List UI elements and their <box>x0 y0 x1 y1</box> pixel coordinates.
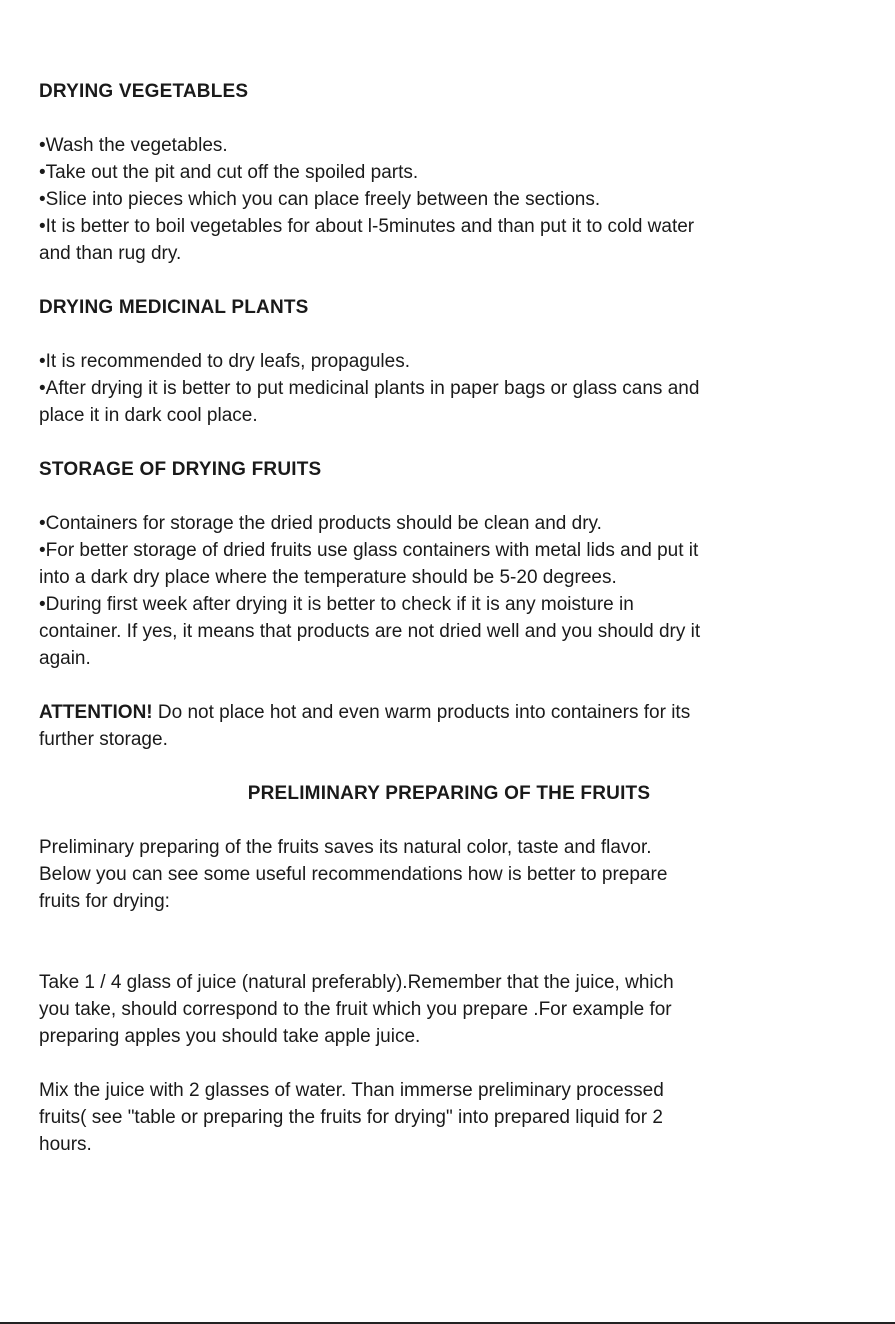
text-line: •Slice into pieces which you can place freely between the sections. <box>39 189 601 210</box>
text-line: place it in dark cool place. <box>39 405 258 426</box>
text-line: container. If yes, it means that products are not dried well and you should dry it <box>39 621 701 642</box>
text-line: into a dark dry place where the temperature should be 5-20 degrees. <box>39 567 617 588</box>
text-line: fruits( see "table or preparing the fruits for drying" into prepared liquid for 2 <box>39 1107 663 1128</box>
text-line: you take, should correspond to the fruit which you prepare .For example for <box>39 999 672 1020</box>
text-line: Below you can see some useful recommendations how is better to prepare <box>39 864 668 885</box>
attention-line <box>39 699 869 726</box>
heading-preliminary-preparing: PRELIMINARY PREPARING OF THE FRUITS <box>247 783 651 804</box>
text-line: preparing apples you should take apple juice. <box>39 1026 421 1047</box>
text-line: further storage. <box>39 729 168 750</box>
section-drying-vegetables <box>39 78 869 267</box>
heading-drying-vegetables: DRYING VEGETABLES <box>39 81 249 102</box>
attention-note <box>39 699 869 753</box>
heading-drying-medicinal-plants: DRYING MEDICINAL PLANTS <box>39 297 309 318</box>
text-line: hours. <box>39 1134 92 1155</box>
heading-storage-drying-fruits: STORAGE OF DRYING FRUITS <box>39 459 322 480</box>
text-line: •It is recommended to dry leafs, propagules. <box>39 351 411 372</box>
text-line: Mix the juice with 2 glasses of water. Than immerse preliminary processed <box>39 1080 664 1101</box>
text-line: •For better storage of dried fruits use glass containers with metal lids and put it <box>39 540 699 561</box>
attention-text: Do not place hot and even warm products into containers for its <box>152 702 691 723</box>
text-line: Take 1 / 4 glass of juice (natural preferably).Remember that the juice, which <box>39 972 674 993</box>
text-line: again. <box>39 648 91 669</box>
text-line: fruits for drying: <box>39 891 170 912</box>
text-line: •It is better to boil vegetables for about l-5minutes and than put it to cold water <box>39 216 695 237</box>
section-preliminary-preparing <box>39 780 869 1158</box>
text-line: and than rug dry. <box>39 243 182 264</box>
text-line: •Wash the vegetables. <box>39 135 228 156</box>
manual-page <box>39 78 869 1158</box>
text-line: •Take out the pit and cut off the spoiled parts. <box>39 162 419 183</box>
text-line: •During first week after drying it is better to check if it is any moisture in <box>39 594 634 615</box>
section-drying-medicinal-plants <box>39 294 869 429</box>
attention-label: ATTENTION! <box>39 702 153 723</box>
text-line: •After drying it is better to put medicinal plants in paper bags or glass cans and <box>39 378 700 399</box>
section-storage-drying-fruits <box>39 456 869 672</box>
text-line: Preliminary preparing of the fruits saves its natural color, taste and flavor. <box>39 837 652 858</box>
text-line: •Containers for storage the dried products should be clean and dry. <box>39 513 602 534</box>
